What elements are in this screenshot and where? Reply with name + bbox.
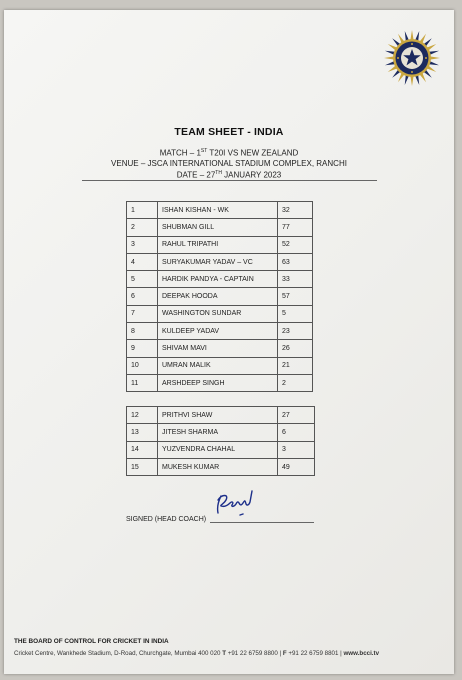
signature-label: SIGNED (HEAD COACH): [126, 516, 207, 523]
player-name: SHUBMAN GILL: [158, 219, 278, 236]
venue-line: VENUE – JSCA INTERNATIONAL STADIUM COMPLEX, RANCHI: [111, 159, 347, 168]
head-coach-signature-icon: [212, 488, 260, 518]
table-row: [127, 441, 315, 458]
table-row: [127, 305, 313, 322]
player-name: ISHAN KISHAN - WK: [158, 202, 278, 219]
table-row: [127, 253, 313, 270]
player-score: 5: [278, 305, 313, 322]
table-row: [127, 236, 313, 253]
player-number: 4: [127, 253, 158, 270]
footer-contact: Cricket Centre, Wankhede Stadium, D-Road, Churchgate, Mumbai 400 020 T +91 22 6759 8800 | F +91 22 6759 8801 | www.bcci.tv: [14, 650, 380, 657]
player-number: 7: [127, 305, 158, 322]
player-number: 11: [127, 374, 158, 391]
player-score: 52: [278, 236, 313, 253]
player-score: 49: [278, 458, 315, 475]
table-row: [127, 458, 315, 475]
player-score: 2: [278, 374, 313, 391]
player-number: 13: [127, 424, 158, 441]
header-divider: [82, 180, 377, 181]
footer-organization: THE BOARD OF CONTROL FOR CRICKET IN INDIA: [14, 638, 169, 645]
table-row: [127, 323, 313, 340]
player-name: SURYAKUMAR YADAV – VC: [158, 253, 278, 270]
player-name: UMRAN MALIK: [158, 357, 278, 374]
table-row: [127, 374, 313, 391]
player-name: YUZVENDRA CHAHAL: [158, 441, 278, 458]
player-name: PRITHVI SHAW: [158, 407, 278, 424]
player-name: ARSHDEEP SINGH: [158, 374, 278, 391]
player-score: 32: [278, 202, 313, 219]
table-row: [127, 357, 313, 374]
player-number: 14: [127, 441, 158, 458]
bcci-logo-icon: [382, 28, 442, 88]
team-sheet-page: [4, 10, 454, 674]
player-score: 27: [278, 407, 315, 424]
date-line: DATE – 27TH JANUARY 2023: [176, 170, 282, 180]
player-number: 8: [127, 323, 158, 340]
player-score: 63: [278, 253, 313, 270]
player-score: 23: [278, 323, 313, 340]
player-number: 9: [127, 340, 158, 357]
table-row: [127, 202, 313, 219]
signature-line: [210, 522, 314, 523]
logo-ray: [430, 56, 440, 59]
table-row: [127, 424, 315, 441]
player-number: 1: [127, 202, 158, 219]
footer-website[interactable]: www.bcci.tv: [343, 650, 380, 657]
player-name: RAHUL TRIPATHI: [158, 236, 278, 253]
player-score: 77: [278, 219, 313, 236]
player-name: MUKESH KUMAR: [158, 458, 278, 475]
player-score: 26: [278, 340, 313, 357]
player-number: 3: [127, 236, 158, 253]
table-row: [127, 271, 313, 288]
player-score: 3: [278, 441, 315, 458]
player-score: 21: [278, 357, 313, 374]
player-number: 12: [127, 407, 158, 424]
substitutes-table: [126, 406, 315, 476]
page-title: TEAM SHEET - INDIA: [174, 126, 284, 138]
player-number: 15: [127, 458, 158, 475]
player-score: 33: [278, 271, 313, 288]
match-line: MATCH – 1ST T20I VS NEW ZEALAND: [159, 148, 299, 158]
player-score: 57: [278, 288, 313, 305]
player-number: 5: [127, 271, 158, 288]
player-name: SHIVAM MAVI: [158, 340, 278, 357]
table-row: [127, 340, 313, 357]
player-number: 6: [127, 288, 158, 305]
footer-fax: +91 22 6759 8801: [288, 650, 339, 657]
logo-ray: [410, 30, 413, 40]
footer-address: Cricket Centre, Wankhede Stadium, D-Road, Churchgate, Mumbai 400 020: [14, 650, 221, 657]
player-score: 6: [278, 424, 315, 441]
table-row: [127, 288, 313, 305]
logo-ray: [384, 56, 394, 59]
footer-phone: +91 22 6759 8800: [227, 650, 278, 657]
player-name: JITESH SHARMA: [158, 424, 278, 441]
logo-ray: [410, 76, 413, 86]
player-name: HARDIK PANDYA - CAPTAIN: [158, 271, 278, 288]
player-name: KULDEEP YADAV: [158, 323, 278, 340]
player-name: DEEPAK HOODA: [158, 288, 278, 305]
table-row: [127, 407, 315, 424]
player-number: 2: [127, 219, 158, 236]
playing-eleven-table: [126, 201, 313, 392]
player-name: WASHINGTON SUNDAR: [158, 305, 278, 322]
player-number: 10: [127, 357, 158, 374]
table-row: [127, 219, 313, 236]
